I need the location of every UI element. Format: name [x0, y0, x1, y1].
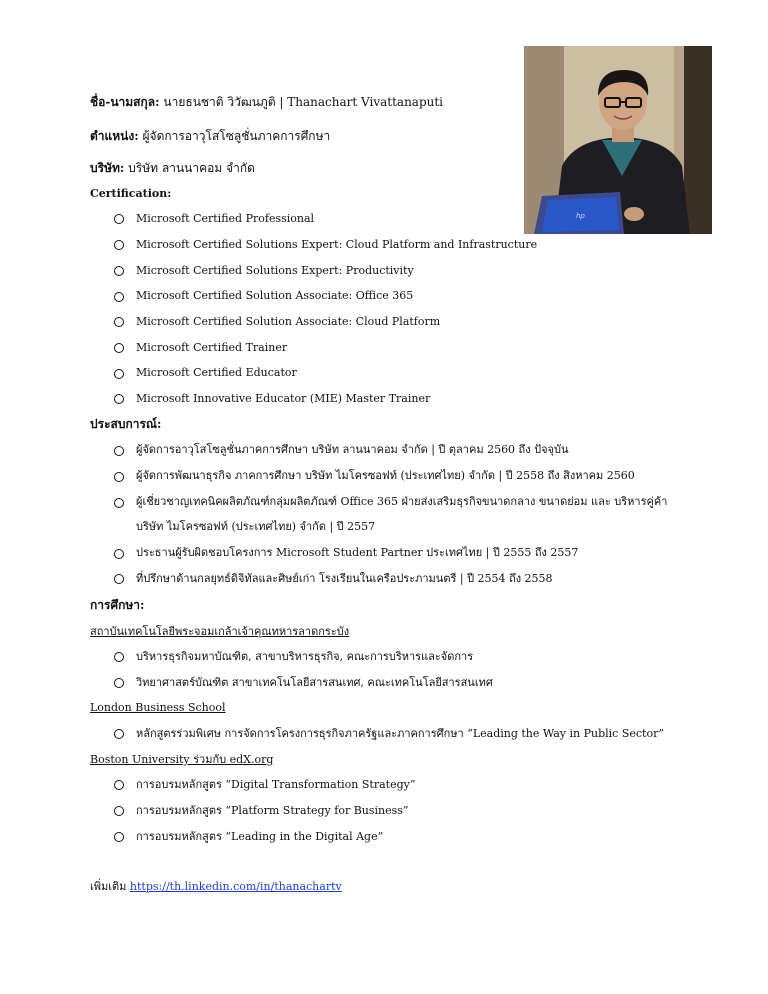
bullet-icon — [114, 317, 124, 327]
name-colon: : — [155, 95, 160, 109]
institution-bu: Boston University ร่วมกับ edX.org — [90, 753, 274, 766]
company-label: บริษัท — [90, 161, 120, 175]
education-item: การอบรมหลักสูตร “Platform Strategy for Business” — [136, 804, 409, 817]
bullet-icon — [114, 729, 124, 739]
bullet-icon — [114, 652, 124, 662]
position-label: ตำแหน่ง — [90, 129, 135, 143]
bullet-icon — [114, 292, 124, 302]
education-item: การอบรมหลักสูตร “Digital Transformation Strategy” — [136, 778, 416, 791]
bullet-icon — [114, 832, 124, 842]
education-heading: การศึกษา: — [90, 598, 145, 612]
bullet-icon — [114, 498, 124, 508]
certification-item: Microsoft Innovative Educator (MIE) Master Trainer — [136, 392, 431, 405]
more-info-label: เพิ่มเติม — [90, 880, 127, 893]
certification-item: Microsoft Certified Solutions Expert: Cloud Platform and Infrastructure — [136, 238, 538, 251]
experience-item-continuation: บริษัท ไมโครซอฟท์ (ประเทศไทย) จำกัด | ปี 2557 — [136, 520, 376, 533]
bullet-icon — [114, 446, 124, 456]
experience-item: ผู้จัดการพัฒนาธุรกิจ ภาคการศึกษา บริษัท ไมโครซอฟท์ (ประเทศไทย) จำกัด | ปี 2558 ถึง สิงหาคม 2560 — [136, 469, 635, 482]
position-value: ผู้จัดการอาวุโสโซลูชั่นภาคการศึกษา — [142, 129, 331, 143]
education-item: หลักสูตรร่วมพิเศษ การจัดการโครงการธุรกิจภาครัฐและภาคการศึกษา “Leading the Way in Public Sector” — [136, 727, 664, 740]
bullet-icon — [114, 394, 124, 404]
bullet-icon — [114, 240, 124, 250]
more-info-line — [90, 879, 342, 895]
bullet-icon — [114, 806, 124, 816]
certification-item: Microsoft Certified Educator — [136, 366, 297, 379]
name-value: นายธนชาติ วิวัฒนภูติ | Thanachart Vivattanaputi — [163, 95, 444, 109]
education-item: การอบรมหลักสูตร “Leading in the Digital Age” — [136, 830, 384, 843]
experience-item: ประธานผู้รับผิดชอบโครงการ Microsoft Student Partner ประเทศไทย | ปี 2555 ถึง 2557 — [136, 546, 579, 559]
profile-photo-illustration — [524, 46, 712, 234]
bullet-icon — [114, 678, 124, 688]
certification-item: Microsoft Certified Trainer — [136, 341, 288, 354]
education-item: วิทยาศาสตร์บัณฑิต สาขาเทคโนโลยีสารสนเทศ, คณะเทคโนโลยีสารสนเทศ — [136, 676, 493, 689]
position-line — [90, 128, 330, 144]
experience-heading: ประสบการณ์: — [90, 417, 162, 431]
profile-photo — [524, 46, 712, 234]
bullet-icon — [114, 780, 124, 790]
company-colon: : — [119, 161, 125, 175]
certification-item: Microsoft Certified Professional — [136, 212, 315, 225]
bullet-icon — [114, 549, 124, 559]
name-line — [90, 94, 443, 110]
institution-lbs: London Business School — [90, 701, 226, 714]
certification-item: Microsoft Certified Solution Associate: Cloud Platform — [136, 315, 441, 328]
institution-kmitl: สถาบันเทคโนโลยีพระจอมเกล้าเจ้าคุณทหารลาดกระบัง — [90, 625, 350, 638]
bullet-icon — [114, 369, 124, 379]
experience-item: ที่ปรึกษาด้านกลยุทธ์ดิจิทัลและศิษย์เก่า โรงเรียนในเครือประภามนตรี | ปี 2554 ถึง 2558 — [136, 572, 553, 585]
experience-item: ผู้เชี่ยวชาญเทคนิคผลิตภัณฑ์กลุ่มผลิตภัณฑ์ Office 365 ฝ่ายส่งเสริมธุรกิจขนาดกลาง ขนาดย่อม และ บริหารคู่ค้า — [136, 495, 668, 508]
bullet-icon — [114, 472, 124, 482]
certification-item: Microsoft Certified Solutions Expert: Productivity — [136, 264, 414, 277]
company-value: บริษัท ลานนาคอม จำกัด — [128, 161, 255, 175]
linkedin-link[interactable]: https://th.linkedin.com/in/thanachartv — [129, 880, 342, 893]
bullet-icon — [114, 574, 124, 584]
name-label: ชื่อ-นามสกุล — [90, 95, 156, 109]
svg-text:hp: hp — [576, 212, 585, 220]
bullet-icon — [114, 266, 124, 276]
education-item: บริหารธุรกิจมหาบัณฑิต, สาขาบริหารธุรกิจ, คณะการบริหารและจัดการ — [136, 650, 474, 663]
certification-heading: Certification: — [90, 187, 172, 200]
bullet-icon — [114, 343, 124, 353]
company-line — [90, 160, 255, 176]
position-colon: : — [134, 129, 139, 143]
experience-item: ผู้จัดการอาวุโสโซลูชั่นภาคการศึกษา บริษัท ลานนาคอม จำกัด | ปี ตุลาคม 2560 ถึง ปัจจุบัน — [136, 443, 569, 456]
certification-item: Microsoft Certified Solution Associate: Office 365 — [136, 289, 414, 302]
bullet-icon — [114, 214, 124, 224]
